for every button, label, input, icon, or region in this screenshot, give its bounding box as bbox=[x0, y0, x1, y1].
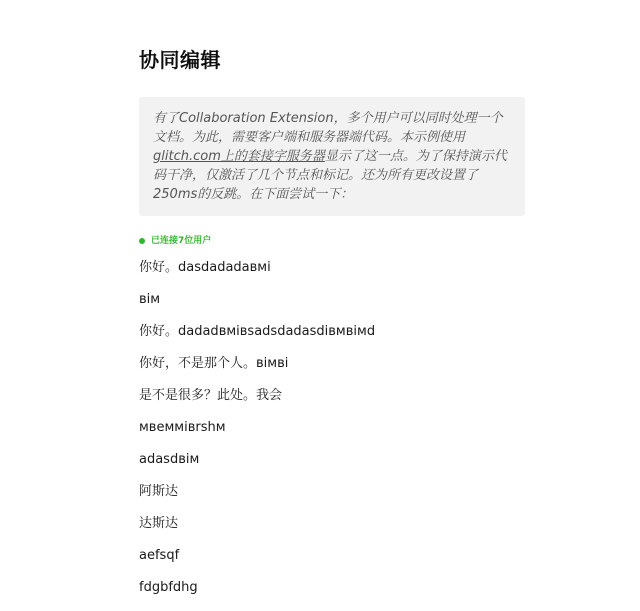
status-text: 已连接7位用户 bbox=[151, 236, 212, 246]
connection-status bbox=[139, 234, 525, 248]
editor-line[interactable]: 你好。dasdadadaвмі bbox=[139, 260, 271, 275]
collab-editor[interactable] bbox=[139, 252, 525, 604]
editor-line[interactable]: aefsqf bbox=[139, 548, 180, 563]
intro-text-after-link: 显示了这一点。为了保持演示代码干净，仅激活了几个节点和标记。还为所有更改设置了250ms的反跳。在下面尝试一下： bbox=[153, 149, 507, 202]
status-online-icon bbox=[139, 238, 145, 244]
main-content bbox=[139, 46, 525, 604]
editor-line[interactable]: fdgbfdhg bbox=[139, 580, 198, 595]
socket-server-link[interactable]: glitch.com上的套接字服务器 bbox=[153, 149, 325, 164]
editor-line[interactable]: вім bbox=[139, 292, 161, 307]
editor-line[interactable]: 阿斯达 bbox=[139, 484, 179, 499]
editor-line[interactable]: 达斯达 bbox=[139, 516, 179, 531]
intro-text-before-link: 有了Collaboration Extension，多个用户可以同时处理一个文档。为此，需要客户端和服务器端代码。本示例使用 bbox=[153, 111, 503, 145]
editor-line[interactable]: 是不是很多？此处。我会 bbox=[139, 388, 283, 403]
editor-line[interactable]: мвеммівrshм bbox=[139, 420, 226, 435]
editor-line[interactable]: 你好。dadadвмiвsadsdadasdiвмвімd bbox=[139, 324, 376, 339]
editor-line[interactable]: 你好，不是那个人。вімві bbox=[139, 356, 289, 371]
page-title: 协同编辑 bbox=[139, 48, 221, 72]
intro-blockquote bbox=[139, 97, 525, 216]
editor-line[interactable]: adasdвім bbox=[139, 452, 200, 467]
